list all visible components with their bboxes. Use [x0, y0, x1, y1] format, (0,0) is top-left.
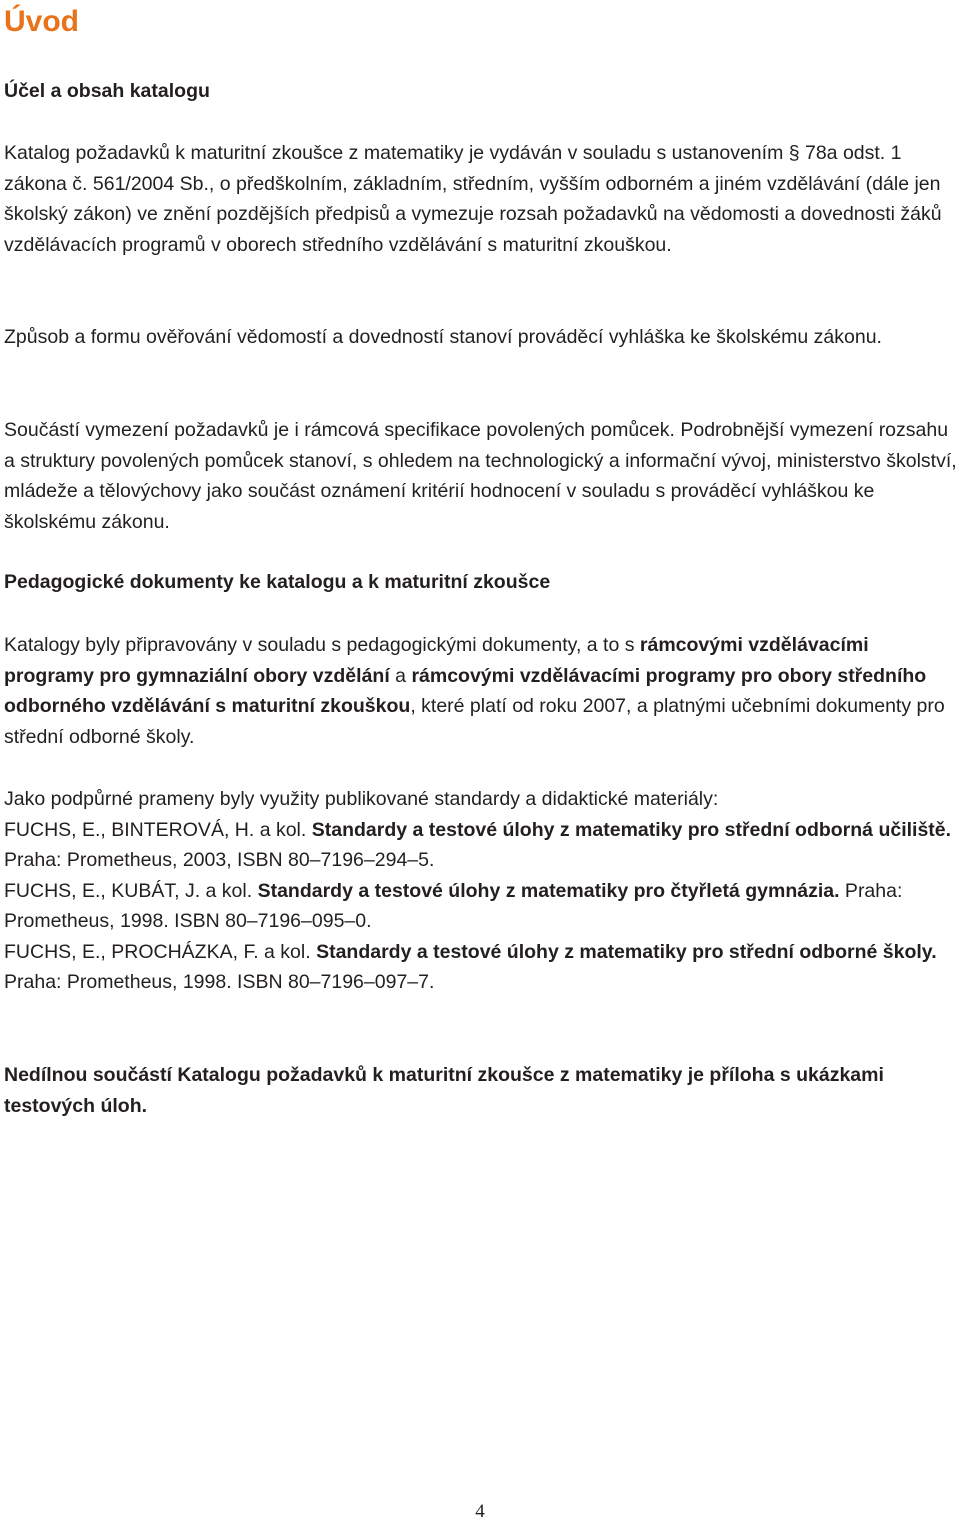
- reference-authors: FUCHS, E., BINTEROVÁ, H. a kol.: [4, 818, 312, 841]
- paragraph-catalog-purpose: Katalog požadavků k maturitní zkoušce z matematiky je vydáván v souladu s ustanovením § 78a odst. 1 zákona č. 561/2004 Sb., o předškolním, základním, středním, vyšším odborném a jiném vzdělávání (dále jen školský zákon) ve znění pozdějších předpisů a vymezuje rozsah požadavků na vědomosti a dovednosti žáků vzdělávacích programů v oborech středního vzdělávání s maturitní zkouškou.: [4, 142, 942, 256]
- closing-note: [4, 1060, 958, 1121]
- bold-segment: rámcovými vzdělávacími programy pro gymnaziální obory vzdělání: [4, 634, 869, 687]
- reference-title: Standardy a testové úlohy z matematiky pro čtyřletá gymnázia.: [257, 879, 840, 902]
- reference-publisher: Praha: Prometheus, 1998. ISBN 80–7196–097–7.: [4, 971, 435, 993]
- reference-item: [4, 941, 937, 994]
- reference-publisher: Praha: Prometheus, 2003, ISBN 80–7196–294–5.: [4, 849, 435, 871]
- section-heading-purpose: Účel a obsah katalogu: [4, 80, 210, 102]
- reference-publisher: Praha: Prometheus, 1998. ISBN 80–7196–095–0.: [4, 879, 903, 932]
- references-block: [4, 784, 958, 998]
- paragraph-aids: Součástí vymezení požadavků je i rámcová specifikace povolených pomůcek. Podrobnější vymezení rozsahu a struktury povolených pomůcek stanoví, s ohledem na technologický a informační vývoj, ministerstvo školství, mládeže a tělovýchovy jako součást oznámení kritérií hodnocení v souladu s prováděcí vyhláškou ke školskému zákonu.: [4, 419, 957, 533]
- page-number: 4: [475, 1501, 485, 1522]
- text-segment: a: [389, 664, 412, 687]
- reference-authors: FUCHS, E., KUBÁT, J. a kol.: [4, 879, 258, 902]
- reference-title: Standardy a testové úlohy z matematiky pro střední odborné školy.: [316, 940, 937, 963]
- reference-item: [4, 819, 951, 872]
- text-segment: Katalogy byly připravovány v souladu s pedagogickými dokumenty, a to s: [4, 634, 640, 656]
- section-heading-pedagogical-documents: Pedagogické dokumenty ke katalogu a k maturitní zkoušce: [4, 571, 551, 593]
- reference-authors: FUCHS, E., PROCHÁZKA, F. a kol.: [4, 940, 317, 963]
- bold-segment: rámcovými vzdělávacími programy pro obory středního odborného vzdělávání s maturitní zkouškou: [4, 664, 927, 717]
- page-title: Úvod: [4, 5, 79, 38]
- sources-intro: Jako podpůrné prameny byly využity publikované standardy a didaktické materiály:: [4, 788, 719, 810]
- closing-note-text: Nedílnou součástí Katalogu požadavků k maturitní zkoušce z matematiky je příloha s ukázkami testových úloh.: [4, 1064, 884, 1117]
- text-segment: , které platí od roku 2007, a platnými učebními dokumenty pro střední odborné školy.: [4, 695, 945, 748]
- reference-item: [4, 880, 902, 933]
- paragraph-pedagogical-documents: [4, 630, 958, 752]
- reference-title: Standardy a testové úlohy z matematiky pro střední odborná učiliště.: [311, 818, 952, 841]
- paragraph-verification: Způsob a formu ověřování vědomostí a dovedností stanoví prováděcí vyhláška ke školskému zákonu.: [4, 326, 882, 348]
